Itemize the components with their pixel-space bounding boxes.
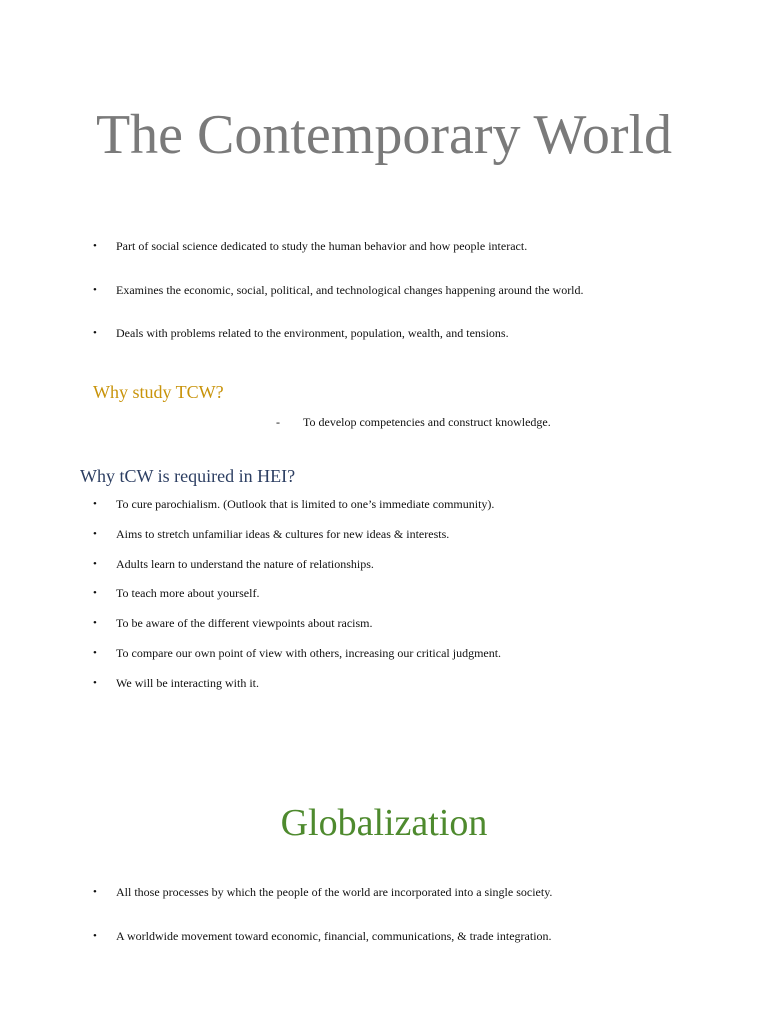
list-item — [0, 928, 768, 944]
list-item-text: Deals with problems related to the environment, population, wealth, and tensions. — [116, 326, 509, 340]
list-item — [0, 325, 768, 341]
list-item-text: To compare our own point of view with others, increasing our critical judgment. — [116, 646, 502, 660]
why-study-heading: Why study TCW? — [93, 382, 224, 402]
list-item — [0, 238, 768, 254]
dash-list-item-text: To develop competencies and construct knowledge. — [303, 415, 551, 429]
list-item-text: We will be interacting with it. — [116, 676, 259, 690]
list-item — [0, 282, 768, 298]
why-required-heading: Why tCW is required in HEI? — [80, 466, 296, 486]
bullet-icon: • — [93, 327, 97, 339]
bullet-icon: • — [93, 587, 97, 599]
bullet-icon: • — [93, 240, 97, 252]
list-item-text: Examines the economic, social, political, and technological changes happening around the world. — [116, 283, 584, 297]
bullet-icon: • — [93, 528, 97, 540]
bullet-icon: • — [93, 677, 97, 689]
list-item — [0, 615, 768, 631]
dash-marker: - — [276, 415, 280, 429]
bullet-icon: • — [93, 930, 97, 942]
list-item-text: All those processes by which the people of the world are incorporated into a single society. — [116, 885, 553, 899]
globalization-heading: Globalization — [280, 802, 488, 844]
list-item-text: To cure parochialism. (Outlook that is limited to one’s immediate community). — [116, 497, 495, 511]
list-item-text: Aims to stretch unfamiliar ideas & cultures for new ideas & interests. — [116, 527, 450, 541]
bullet-icon: • — [93, 558, 97, 570]
bullet-icon: • — [93, 886, 97, 898]
bullet-icon: • — [93, 284, 97, 296]
list-item-text: Adults learn to understand the nature of relationships. — [116, 557, 374, 571]
list-item — [0, 645, 768, 661]
bullet-icon: • — [93, 617, 97, 629]
list-item-text: A worldwide movement toward economic, financial, communications, & trade integration. — [116, 929, 552, 943]
page-title: The Contemporary World — [95, 104, 673, 166]
dash-list-item — [0, 414, 768, 430]
list-item — [0, 884, 768, 900]
bullet-icon: • — [93, 498, 97, 510]
list-item — [0, 526, 768, 542]
list-item — [0, 675, 768, 691]
list-item-text: To teach more about yourself. — [116, 586, 260, 600]
list-item-text: Part of social science dedicated to study the human behavior and how people interact. — [116, 239, 528, 253]
list-item-text: To be aware of the different viewpoints about racism. — [116, 616, 373, 630]
list-item — [0, 585, 768, 601]
bullet-icon: • — [93, 647, 97, 659]
list-item — [0, 496, 768, 512]
list-item — [0, 556, 768, 572]
